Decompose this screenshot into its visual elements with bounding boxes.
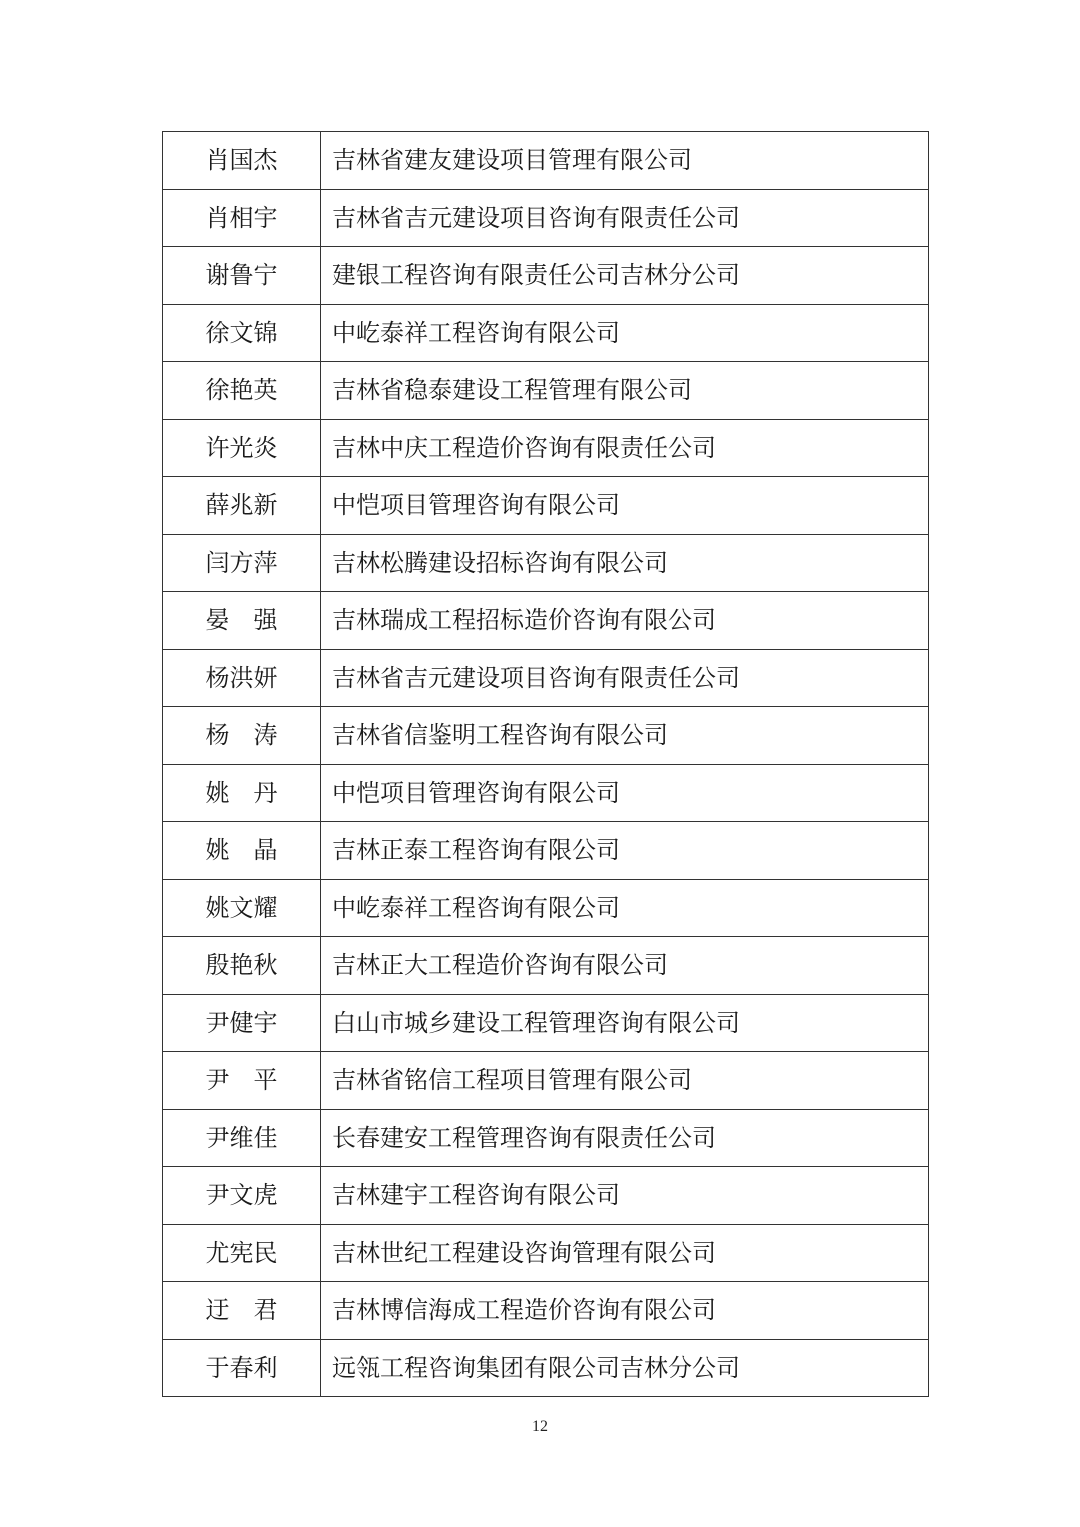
person-name-cell: 姚文耀 bbox=[163, 879, 321, 937]
table-row bbox=[163, 1167, 929, 1225]
company-name-cell: 远瓴工程咨询集团有限公司吉林分公司 bbox=[321, 1339, 929, 1397]
table-row bbox=[163, 937, 929, 995]
table-row bbox=[163, 592, 929, 650]
table-row bbox=[163, 247, 929, 305]
company-name-cell: 吉林博信海成工程造价咨询有限公司 bbox=[321, 1282, 929, 1340]
company-name-cell: 吉林瑞成工程招标造价咨询有限公司 bbox=[321, 592, 929, 650]
company-name-cell: 吉林省吉元建设项目咨询有限责任公司 bbox=[321, 189, 929, 247]
roster-table bbox=[162, 131, 929, 1397]
person-name-cell: 于春利 bbox=[163, 1339, 321, 1397]
table-row bbox=[163, 764, 929, 822]
person-name-cell: 尤宪民 bbox=[163, 1224, 321, 1282]
person-name-cell: 迂 君 bbox=[163, 1282, 321, 1340]
person-name-cell: 闫方萍 bbox=[163, 534, 321, 592]
person-name-cell: 杨 涛 bbox=[163, 707, 321, 765]
person-name-cell: 许光炎 bbox=[163, 419, 321, 477]
company-name-cell: 吉林省稳泰建设工程管理有限公司 bbox=[321, 362, 929, 420]
person-name-cell: 姚 丹 bbox=[163, 764, 321, 822]
person-name-cell: 徐文锦 bbox=[163, 304, 321, 362]
person-name-cell: 尹 平 bbox=[163, 1052, 321, 1110]
table-row bbox=[163, 189, 929, 247]
table-row bbox=[163, 419, 929, 477]
person-name-cell: 薛兆新 bbox=[163, 477, 321, 535]
company-name-cell: 中恺项目管理咨询有限公司 bbox=[321, 477, 929, 535]
person-name-cell: 肖国杰 bbox=[163, 132, 321, 190]
company-name-cell: 吉林省信鉴明工程咨询有限公司 bbox=[321, 707, 929, 765]
person-name-cell: 尹文虎 bbox=[163, 1167, 321, 1225]
table-row bbox=[163, 879, 929, 937]
company-name-cell: 白山市城乡建设工程管理咨询有限公司 bbox=[321, 994, 929, 1052]
table-row bbox=[163, 822, 929, 880]
person-name-cell: 姚 晶 bbox=[163, 822, 321, 880]
roster-table-body bbox=[163, 132, 929, 1397]
company-name-cell: 吉林世纪工程建设咨询管理有限公司 bbox=[321, 1224, 929, 1282]
table-row bbox=[163, 1339, 929, 1397]
table-row bbox=[163, 304, 929, 362]
table-row bbox=[163, 649, 929, 707]
person-name-cell: 谢鲁宁 bbox=[163, 247, 321, 305]
table-row bbox=[163, 362, 929, 420]
person-name-cell: 肖相宇 bbox=[163, 189, 321, 247]
table-row bbox=[163, 477, 929, 535]
table-row bbox=[163, 534, 929, 592]
person-name-cell: 尹健宇 bbox=[163, 994, 321, 1052]
table-row bbox=[163, 1052, 929, 1110]
company-name-cell: 吉林建宇工程咨询有限公司 bbox=[321, 1167, 929, 1225]
company-name-cell: 中屹泰祥工程咨询有限公司 bbox=[321, 304, 929, 362]
table-row bbox=[163, 707, 929, 765]
company-name-cell: 长春建安工程管理咨询有限责任公司 bbox=[321, 1109, 929, 1167]
company-name-cell: 中恺项目管理咨询有限公司 bbox=[321, 764, 929, 822]
person-name-cell: 殷艳秋 bbox=[163, 937, 321, 995]
company-name-cell: 吉林中庆工程造价咨询有限责任公司 bbox=[321, 419, 929, 477]
person-name-cell: 杨洪妍 bbox=[163, 649, 321, 707]
table-row bbox=[163, 994, 929, 1052]
company-name-cell: 吉林省铭信工程项目管理有限公司 bbox=[321, 1052, 929, 1110]
page-number: 12 bbox=[532, 1418, 548, 1435]
person-name-cell: 尹维佳 bbox=[163, 1109, 321, 1167]
person-name-cell: 晏 强 bbox=[163, 592, 321, 650]
table-row bbox=[163, 1109, 929, 1167]
person-name-cell: 徐艳英 bbox=[163, 362, 321, 420]
company-name-cell: 吉林省吉元建设项目咨询有限责任公司 bbox=[321, 649, 929, 707]
company-name-cell: 吉林正泰工程咨询有限公司 bbox=[321, 822, 929, 880]
table-row bbox=[163, 132, 929, 190]
company-name-cell: 中屹泰祥工程咨询有限公司 bbox=[321, 879, 929, 937]
company-name-cell: 吉林正大工程造价咨询有限公司 bbox=[321, 937, 929, 995]
table-row bbox=[163, 1282, 929, 1340]
company-name-cell: 建银工程咨询有限责任公司吉林分公司 bbox=[321, 247, 929, 305]
company-name-cell: 吉林省建友建设项目管理有限公司 bbox=[321, 132, 929, 190]
table-row bbox=[163, 1224, 929, 1282]
company-name-cell: 吉林松腾建设招标咨询有限公司 bbox=[321, 534, 929, 592]
